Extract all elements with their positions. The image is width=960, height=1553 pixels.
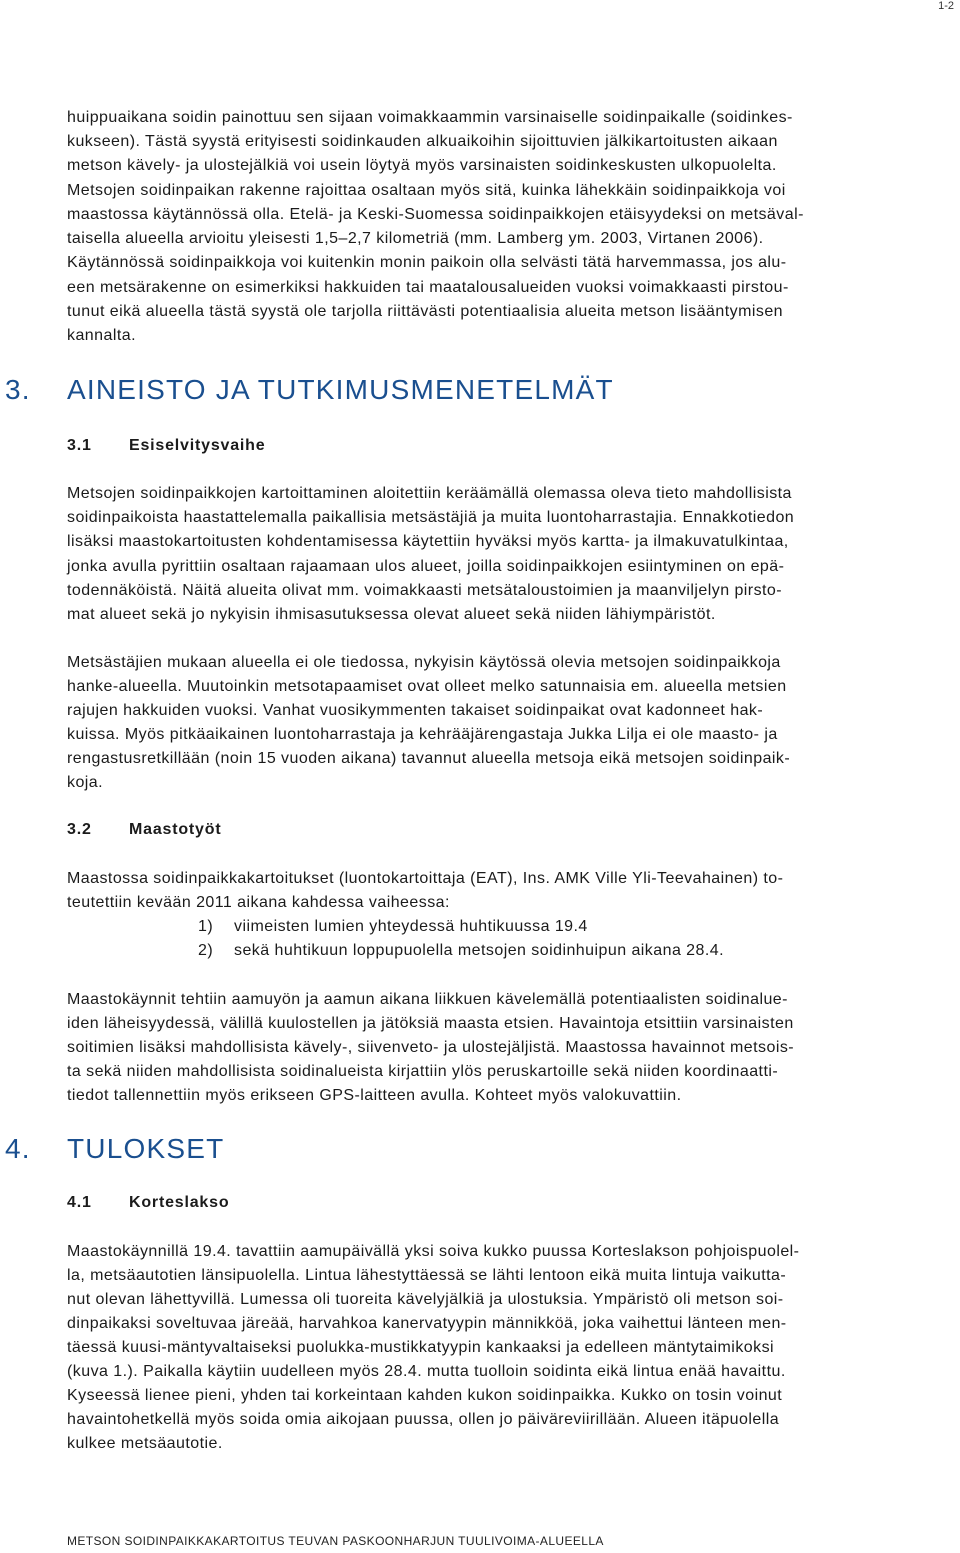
- subsection-number: 3.1: [67, 437, 92, 454]
- subsection-heading-3-1: [67, 436, 265, 456]
- paragraph-line: täessä kuusi-mäntyvaltaiseksi puolukka-mustikkatyypin kankaaksi ja edelleen mäntytaimikoksi: [67, 1339, 775, 1356]
- paragraph-line: Metsästäjien mukaan alueella ei ole tiedossa, nykyisin käytössä olevia metsojen soidinpaikkoja: [67, 654, 781, 671]
- intro-line: Käytännössä soidinpaikkoja voi kuitenkin monin paikoin olla selvästi tätä harvemmassa, jos alu-: [67, 254, 787, 271]
- paragraph-line: mat alueet sekä jo nykyisin ihmisasutuksessa olevat alueet sekä niiden lähiympäristöt.: [67, 606, 716, 623]
- section-title: TULOKSET: [67, 1133, 225, 1164]
- subsection-number: 4.1: [67, 1194, 92, 1211]
- paragraph-line: havaintohetkellä myös soida omia aikojaan puussa, ollen jo päiväreviirillään. Alueen itäpuolella: [67, 1411, 780, 1428]
- paragraph-line: Maastokäynnillä 19.4. tavattiin aamupäivällä yksi soiva kukko puussa Korteslakson pohjoispuolel-: [67, 1243, 800, 1260]
- intro-line: kannalta.: [67, 327, 136, 344]
- list-item: [198, 917, 588, 937]
- intro-line: maastossa käytännössä olla. Etelä- ja Keski-Suomessa soidinpaikkojen etäisyydeksi on metsäval-: [67, 206, 804, 223]
- intro-line: tunut eikä alueella tästä syystä ole tarjolla riittävästi potentiaalisia alueita metson lisääntymisen: [67, 303, 784, 320]
- paragraph-line: teutettiin kevään 2011 aikana kahdessa vaiheessa:: [67, 894, 450, 911]
- paragraph-line: kulkee metsäautotie.: [67, 1435, 223, 1452]
- paragraph-line: lisäksi maastokartoitusten kohdentamisessa käytettiin hyväksi myös kartta- ja ilmakuvatulkintaa,: [67, 533, 789, 550]
- paragraph-line: Maastossa soidinpaikkakartoitukset (luontokartoittaja (EAT), Ins. AMK Ville Yli-Teevahainen) to-: [67, 870, 784, 887]
- paragraph-line: todennäköistä. Näitä alueita olivat mm. voimakkaasti metsätaloustoimien ja maanviljelyn pirsto-: [67, 582, 783, 599]
- paragraph-line: dinpaikaksi soveltuvaa järeää, harvahkoa kanervatyypin männikköä, joka vaihettui länteen men-: [67, 1315, 787, 1332]
- intro-line: een metsärakenne on esimerkiksi hakkuiden tai maatalousalueiden vuoksi voimakkaasti pirstou-: [67, 279, 789, 296]
- list-item: [198, 941, 724, 961]
- section-heading-4: [5, 1133, 224, 1165]
- section-heading-3: [5, 374, 614, 406]
- paragraph-line: tiedot tallennettiin myös erikseen GPS-laitteen avulla. Kohteet myös valokuvattiin.: [67, 1087, 682, 1104]
- subsection-title: Maastotyöt: [129, 821, 222, 838]
- paragraph-line: rajujen hakkuiden vuoksi. Vanhat vuosikymmenten takaiset soidinpaikat ovat kadonneet hak-: [67, 702, 764, 719]
- paragraph-line: soitimien lisäksi mahdollisista kävely-, siivenveto- ja ulostejäljistä. Maastossa havainnot metsois-: [67, 1039, 795, 1056]
- section-title: AINEISTO JA TUTKIMUSMENETELMÄT: [67, 374, 614, 405]
- page-number: 1-2: [938, 0, 954, 12]
- subsection-heading-4-1: [67, 1193, 229, 1213]
- section-number: 4.: [5, 1133, 31, 1164]
- list-number: 2): [198, 942, 214, 959]
- subsection-number: 3.2: [67, 821, 92, 838]
- intro-line: huippuaikana soidin painottuu sen sijaan voimakkaammin varsinaiselle soidinpaikalle (soidinkes-: [67, 109, 793, 126]
- paragraph-line: hanke-alueella. Muutoinkin metsotapaamiset ovat olleet melko satunnaisia em. alueella metsien: [67, 678, 787, 695]
- subsection-heading-3-2: [67, 820, 221, 840]
- list-text: sekä huhtikuun loppupuolella metsojen soidinhuipun aikana 28.4.: [234, 942, 725, 959]
- section-number: 3.: [5, 374, 31, 405]
- subsection-title: Esiselvitysvaihe: [129, 437, 266, 454]
- paragraph-line: soidinpaikoista haastattelemalla paikallisia metsästäjiä ja muita luontoharrastajia. Ennakkotiedon: [67, 509, 795, 526]
- intro-line: taisella alueella arvioitu yleisesti 1,5–2,7 kilometriä (mm. Lamberg ym. 2003, Virtanen 2006).: [67, 230, 764, 247]
- paragraph-line: nut olevan lähettyvillä. Lumessa oli tuoreita kävelyjälkiä ja ulostuksia. Ympäristö oli metson soi-: [67, 1291, 784, 1308]
- paragraph-line: kuissa. Myös pitkäaikainen luontoharrastaja ja kehrääjärengastaja Jukka Lilja ei ole maasto- ja: [67, 726, 778, 743]
- intro-line: metson kävely- ja ulostejälkiä voi usein löytyä myös varsinaisten soidinkeskusten ulkopuolelta.: [67, 157, 777, 174]
- paragraph-line: (kuva 1.). Paikalla käytiin uudelleen myös 28.4. mutta tuolloin soidinta eikä lintua enää havaittu.: [67, 1363, 786, 1380]
- paragraph-line: koja.: [67, 774, 104, 791]
- paragraph-line: Kyseessä lienee pieni, yhden tai korkeintaan kahden kukon soidinpaikka. Kukko on tosin voinut: [67, 1387, 783, 1404]
- paragraph-line: ta sekä niiden mahdollisista soidinalueista kirjattiin ylös peruskartoille sekä niiden koordinaatti-: [67, 1063, 779, 1080]
- list-number: 1): [198, 918, 214, 935]
- page-footer: METSON SOIDINPAIKKAKARTOITUS TEUVAN PASKOONHARJUN TUULIVOIMA-ALUEELLA: [67, 1534, 604, 1548]
- intro-line: kukseen). Tästä syystä erityisesti soidinkauden alkuaikoihin sijoittuvien jälkikartoitusten aikaan: [67, 133, 778, 150]
- paragraph-line: Maastokäynnit tehtiin aamuyön ja aamun aikana liikkuen kävelemällä potentiaalisten soidinalue-: [67, 991, 788, 1008]
- list-text: viimeisten lumien yhteydessä huhtikuussa 19.4: [234, 918, 588, 935]
- subsection-title: Korteslakso: [129, 1194, 230, 1211]
- intro-line: Metsojen soidinpaikan rakenne rajoittaa osaltaan myös sitä, kuinka lähekkäin soidinpaikkoja voi: [67, 182, 786, 199]
- paragraph-line: Metsojen soidinpaikkojen kartoittaminen aloitettiin keräämällä olemassa oleva tieto mahdollisista: [67, 485, 792, 502]
- paragraph-line: la, metsäautotien länsipuolella. Lintua lähestyttäessä se lähti lentoon eikä muita lintuja vaikutta-: [67, 1267, 787, 1284]
- paragraph-line: jonka avulla pyrittiin osaltaan rajaamaan ulos alueet, joilla soidinpaikkojen esiintyminen on epä-: [67, 558, 785, 575]
- paragraph-line: rengastusretkillään (noin 15 vuoden aikana) tavannut alueella metsoja eikä metsojen soidinpaik-: [67, 750, 791, 767]
- paragraph-line: iden läheisyydessä, välillä kuulostellen ja jätöksiä maasta etsien. Havaintoja etsittiin varsinaisten: [67, 1015, 794, 1032]
